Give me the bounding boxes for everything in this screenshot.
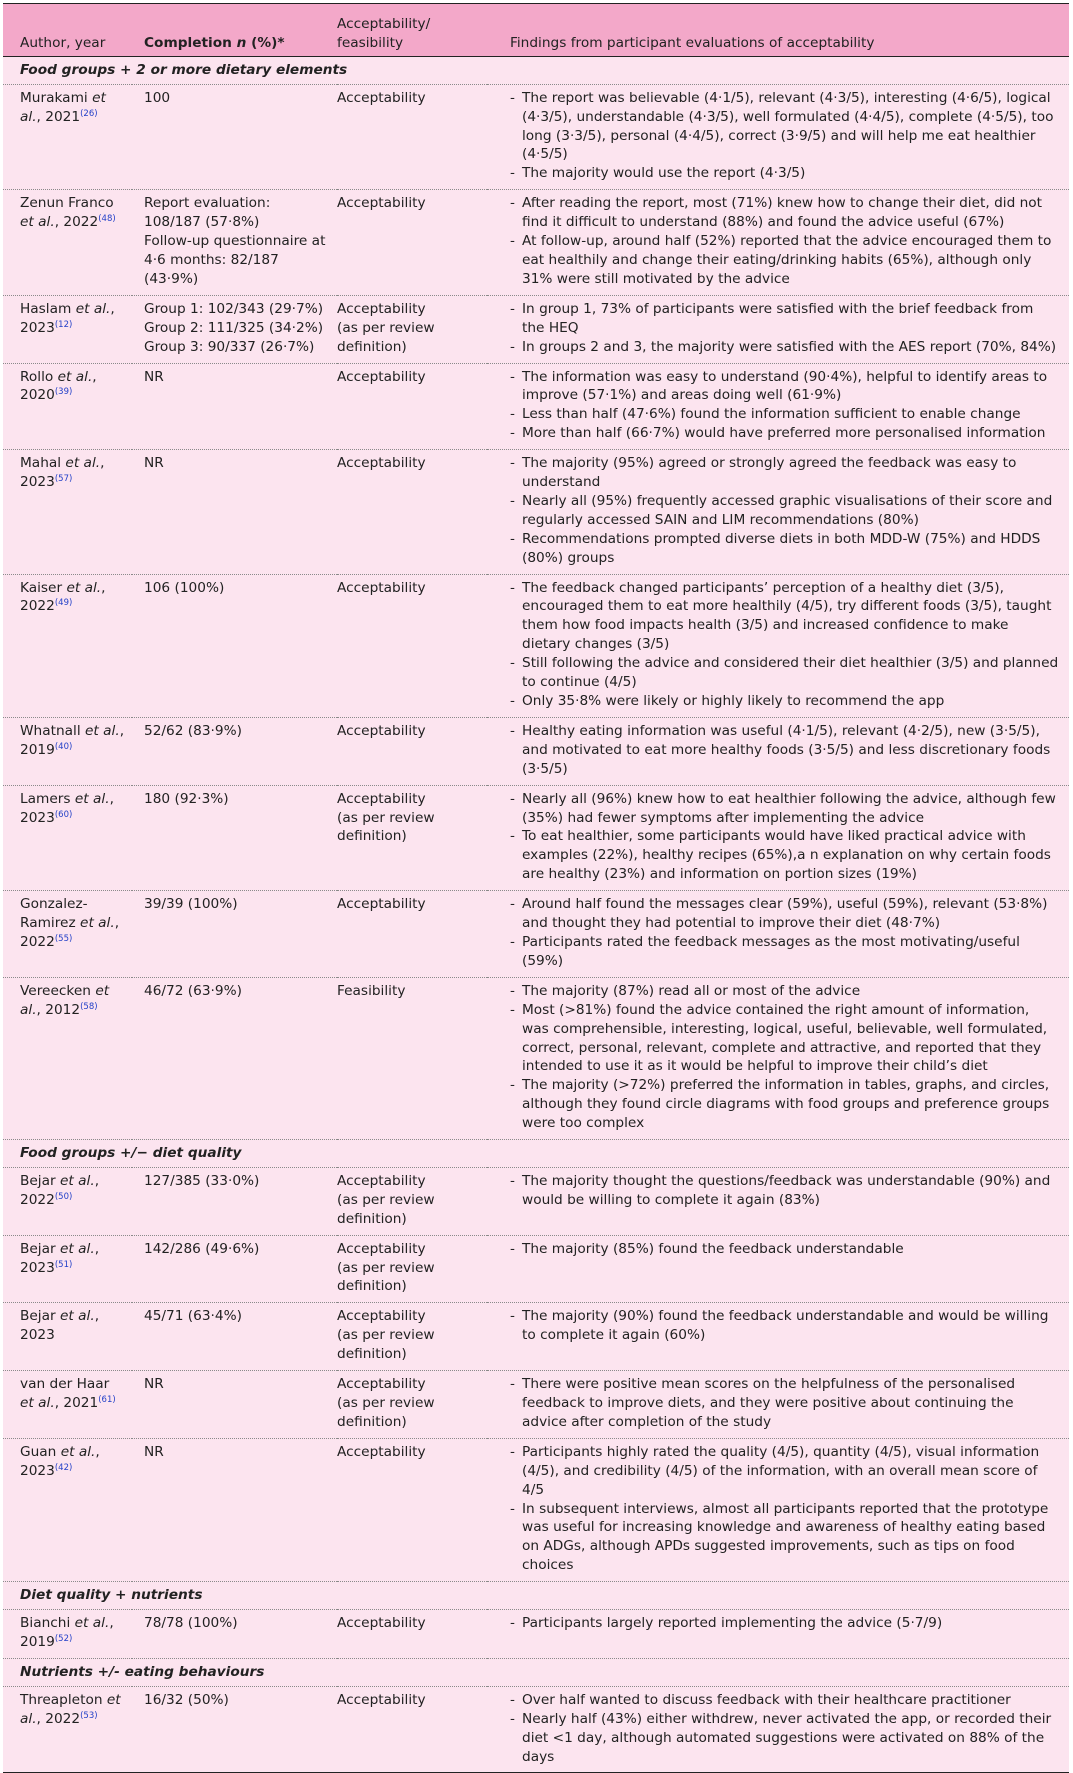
- completion-line: NR: [144, 455, 164, 472]
- author-name: Whatnall: [20, 722, 81, 739]
- author-cell: [3, 363, 132, 450]
- type-line: Acceptability: [337, 89, 426, 106]
- findings-cell: [487, 190, 1069, 296]
- completion-cell: [132, 785, 337, 891]
- type-line: Acceptability: [337, 722, 426, 739]
- author-name: Bejar: [20, 1172, 56, 1189]
- findings-list: [510, 1240, 1059, 1259]
- author-name: Zenun Franco: [20, 195, 114, 212]
- author-year: , 2021: [54, 1395, 99, 1411]
- author-etal: et al.: [20, 89, 106, 125]
- type-line: Acceptability: [337, 579, 426, 596]
- table-row: [3, 363, 1069, 450]
- type-line: (as per review: [337, 1259, 435, 1276]
- type-cell: [337, 450, 487, 574]
- findings-list: [510, 1443, 1059, 1575]
- author-year: , 2022: [20, 915, 120, 950]
- findings-cell: [487, 574, 1069, 717]
- table-row: [3, 450, 1069, 574]
- author-etal: et al.: [80, 915, 115, 932]
- finding-item: - Nearly all (96%) knew how to eat healthier following the advice, although few (35%) had fewer symptoms after implementing the advice: [510, 790, 1059, 828]
- type-line: definition): [337, 1210, 407, 1227]
- findings-list: [510, 1691, 1059, 1767]
- completion-cell: [132, 295, 337, 363]
- author-etal: et al.: [74, 1615, 110, 1632]
- author-cell: [3, 1303, 132, 1371]
- completion-cell: [132, 977, 337, 1139]
- completion-cell: [132, 1235, 337, 1303]
- completion-line: NR: [144, 368, 164, 385]
- type-line: Acceptability: [337, 300, 426, 317]
- author-cell: [3, 84, 132, 190]
- type-cell: [337, 1235, 487, 1303]
- finding-item: - Less than half (47·6%) found the information sufficient to enable change: [510, 405, 1059, 424]
- reference-link: (48): [98, 214, 116, 225]
- author-etal: et al.: [20, 214, 55, 231]
- table-row: [3, 785, 1069, 891]
- findings-cell: [487, 1686, 1069, 1773]
- finding-item: - In group 1, 73% of participants were satisfied with the brief feedback from the HEQ: [510, 300, 1059, 338]
- author-year: , 2020: [20, 368, 97, 404]
- completion-line: 106 (100%): [144, 579, 225, 596]
- findings-cell: [487, 1167, 1069, 1235]
- header-findings: Findings from participant evaluations of acceptability: [510, 34, 875, 51]
- author-cell: [3, 190, 132, 296]
- reference-link: (51): [54, 1259, 73, 1270]
- completion-cell: [132, 891, 337, 978]
- type-cell: [337, 1303, 487, 1371]
- author-name: Lamers: [20, 790, 71, 807]
- findings-cell: [487, 785, 1069, 891]
- table-row: [3, 1167, 1069, 1235]
- completion-line: Follow-up questionnaire at 4·6 months: 82/187 (43·9%): [144, 233, 326, 287]
- findings-list: [510, 790, 1059, 885]
- type-line: definition): [337, 828, 407, 845]
- reference-link: (57): [54, 474, 73, 485]
- findings-list: [510, 1375, 1059, 1432]
- finding-item: - Still following the advice and considered their diet healthier (3/5) and planned to continue (4/5): [510, 654, 1059, 692]
- header-row: [3, 4, 1069, 57]
- author-cell: [3, 1167, 132, 1235]
- type-line: definition): [337, 338, 407, 355]
- author-etal: et al.: [85, 722, 120, 739]
- type-cell: [337, 717, 487, 785]
- reference-link: (12): [54, 319, 73, 330]
- type-cell: [337, 295, 487, 363]
- finding-item: - After reading the report, most (71%) knew how to change their diet, did not find it difficult to understand (88%) and found the advice useful (67%): [510, 194, 1059, 232]
- finding-item: - The majority (87%) read all or most of the advice: [510, 982, 1059, 1001]
- type-cell: [337, 785, 487, 891]
- author-name: Vereecken: [20, 982, 91, 999]
- completion-cell: [132, 574, 337, 717]
- completion-line: Report evaluation: 108/187 (57·8%): [144, 195, 271, 231]
- table-body: [3, 56, 1069, 1773]
- findings-cell: [487, 450, 1069, 574]
- acceptability-table-container: [3, 3, 1069, 1773]
- reference-link: (61): [98, 1395, 116, 1405]
- author-etal: et al.: [20, 982, 110, 1018]
- table-row: [3, 1438, 1069, 1581]
- finding-item: - The majority (95%) agreed or strongly agreed the feedback was easy to understand: [510, 454, 1059, 492]
- type-line: (as per review: [337, 319, 435, 336]
- completion-line: 46/72 (63·9%): [144, 982, 242, 999]
- findings-list: [510, 579, 1059, 711]
- author-cell: [3, 785, 132, 891]
- findings-list: [510, 368, 1059, 444]
- type-cell: [337, 190, 487, 296]
- finding-item: - The majority (>72%) preferred the information in tables, graphs, and circles, although they found circle diagrams with food groups and preference groups were too complex: [510, 1076, 1059, 1133]
- findings-list: [510, 982, 1059, 1133]
- table-row: [3, 1686, 1069, 1773]
- finding-item: - Most (>81%) found the advice contained the right amount of information, was comprehensible, interesting, logical, useful, believable, well formulated, correct, personal, relevant, complete and attractive, and reported that they intended to use it as it would be helpful to improve their child’s diet: [510, 1001, 1059, 1077]
- acceptability-table: [3, 3, 1069, 1773]
- author-name: van der Haar: [20, 1376, 110, 1393]
- section-header-row: [3, 1658, 1069, 1686]
- finding-item: - Over half wanted to discuss feedback with their healthcare practitioner: [510, 1691, 1059, 1710]
- finding-item: - More than half (66·7%) would have preferred more personalised information: [510, 424, 1059, 443]
- type-line: Acceptability: [337, 1691, 426, 1708]
- author-etal: et al.: [57, 368, 93, 385]
- type-line: definition): [337, 1346, 407, 1363]
- author-name: Kaiser: [20, 579, 63, 596]
- completion-cell: [132, 1438, 337, 1581]
- type-line: (as per review: [337, 1191, 435, 1208]
- finding-item: - The majority (85%) found the feedback understandable: [510, 1240, 1059, 1259]
- findings-cell: [487, 891, 1069, 978]
- type-line: (as per review: [337, 809, 435, 826]
- section-title: Nutrients +/- eating behaviours: [20, 1663, 265, 1680]
- type-cell: [337, 1610, 487, 1659]
- completion-cell: [132, 1686, 337, 1773]
- type-cell: [337, 977, 487, 1139]
- findings-list: [510, 194, 1059, 289]
- finding-item: - In groups 2 and 3, the majority were satisfied with the AES report (70%, 84%): [510, 338, 1059, 357]
- table-row: [3, 1235, 1069, 1303]
- author-cell: [3, 450, 132, 574]
- author-year: , 2023: [20, 790, 114, 826]
- author-cell: [3, 1371, 132, 1439]
- type-line: Acceptability: [337, 1443, 426, 1460]
- finding-item: - The information was easy to understand (90·4%), helpful to identify areas to improve (57·1%) and areas doing well (61·9%): [510, 368, 1059, 406]
- author-cell: [3, 1686, 132, 1773]
- type-line: Feasibility: [337, 982, 406, 999]
- section-title: Food groups + 2 or more dietary elements: [20, 61, 348, 78]
- table-row: [3, 1610, 1069, 1659]
- finding-item: - The majority (90%) found the feedback understandable and would be willing to complete it again (60%): [510, 1307, 1059, 1345]
- author-year: , 2023: [20, 455, 105, 491]
- findings-cell: [487, 295, 1069, 363]
- type-line: Acceptability: [337, 1308, 426, 1325]
- section-header-row: [3, 1582, 1069, 1610]
- findings-cell: [487, 1610, 1069, 1659]
- finding-item: - The feedback changed participants’ perception of a healthy diet (3/5), encouraged them to eat more healthily (4/5), try different foods (3/5), taught them how food impacts health (3/5) and increased confidence to make dietary changes (3/5): [510, 579, 1059, 655]
- author-cell: [3, 717, 132, 785]
- completion-line: 142/286 (49·6%): [144, 1240, 260, 1257]
- completion-line: 180 (92·3%): [144, 790, 229, 807]
- completion-line: 78/78 (100%): [144, 1615, 238, 1632]
- reference-link: (55): [54, 933, 73, 944]
- section-header-row: [3, 56, 1069, 84]
- section-header-row: [3, 1140, 1069, 1168]
- type-line: Acceptability: [337, 1615, 426, 1632]
- author-etal: et al.: [60, 1240, 95, 1257]
- reference-link: (50): [54, 1191, 73, 1202]
- type-cell: [337, 84, 487, 190]
- header-author: Author, year: [20, 34, 106, 51]
- author-name: Rollo: [20, 368, 54, 385]
- reference-link: (39): [54, 387, 73, 398]
- table-row: [3, 717, 1069, 785]
- author-year: , 2019: [20, 1615, 114, 1650]
- completion-cell: [132, 1371, 337, 1439]
- author-etal: et al.: [65, 455, 101, 472]
- type-line: Acceptability: [337, 195, 426, 212]
- type-line: (as per review: [337, 1395, 435, 1411]
- section-title: Diet quality + nutrients: [20, 1587, 203, 1604]
- completion-line: Group 3: 90/337 (26·7%): [144, 338, 315, 355]
- completion-line: 100: [144, 89, 171, 106]
- reference-link: (58): [80, 1001, 98, 1012]
- author-etal: et al.: [60, 1443, 96, 1460]
- type-line: Acceptability: [337, 1376, 426, 1393]
- type-cell: [337, 891, 487, 978]
- table-header: [3, 4, 1069, 57]
- reference-link: (40): [54, 741, 73, 752]
- finding-item: - In subsequent interviews, almost all participants reported that the prototype was useful for increasing knowledge and awareness of healthy eating based on ADGs, although APDs suggested improvements, such as tips on food choices: [510, 1500, 1059, 1576]
- completion-line: Group 2: 111/325 (34·2%): [144, 319, 324, 336]
- author-name: Bianchi: [20, 1615, 71, 1632]
- header-acceptability: Acceptability/ feasibility: [337, 16, 431, 51]
- section-title: Food groups +/− diet quality: [20, 1145, 242, 1162]
- author-year: , 2023: [20, 1240, 100, 1276]
- table-row: [3, 1303, 1069, 1371]
- author-year: , 2023: [20, 300, 115, 336]
- reference-link: (26): [80, 108, 98, 119]
- findings-cell: [487, 84, 1069, 190]
- author-name: Haslam: [20, 300, 72, 317]
- type-cell: [337, 1438, 487, 1581]
- findings-list: [510, 1172, 1059, 1210]
- findings-cell: [487, 717, 1069, 785]
- completion-line: 52/62 (83·9%): [144, 722, 242, 739]
- author-cell: [3, 295, 132, 363]
- findings-list: [510, 300, 1059, 357]
- author-cell: [3, 574, 132, 717]
- type-line: Acceptability: [337, 1240, 426, 1257]
- finding-item: - To eat healthier, some participants would have liked practical advice with examples (22%), healthy recipes (65%),a n explanation on why certain foods are healthy (23%) and information on portion sizes (19%): [510, 827, 1059, 884]
- finding-item: - The majority thought the questions/feedback was understandable (90%) and would be willing to complete it again (83%): [510, 1172, 1059, 1210]
- reference-link: (53): [80, 1710, 98, 1721]
- completion-cell: [132, 1303, 337, 1371]
- completion-line: 127/385 (33·0%): [144, 1172, 260, 1189]
- author-cell: [3, 1610, 132, 1659]
- findings-list: [510, 895, 1059, 971]
- author-name: Gonzalez-Ramirez: [20, 896, 88, 932]
- author-cell: [3, 891, 132, 978]
- finding-item: - Nearly half (43%) either withdrew, never activated the app, or recorded their diet <1 day, although automated suggestions were activated on 88% of the days: [510, 1710, 1059, 1767]
- type-line: Acceptability: [337, 790, 426, 807]
- table-row: [3, 190, 1069, 296]
- completion-cell: [132, 717, 337, 785]
- type-cell: [337, 1371, 487, 1439]
- completion-cell: [132, 363, 337, 450]
- author-etal: et al.: [20, 1691, 121, 1727]
- findings-list: [510, 1307, 1059, 1345]
- author-year: , 2021: [36, 108, 81, 125]
- finding-item: - The majority would use the report (4·3/5): [510, 164, 1059, 183]
- author-year: , 2022: [20, 579, 106, 615]
- reference-link: (60): [54, 809, 73, 820]
- findings-cell: [487, 977, 1069, 1139]
- completion-line: NR: [144, 1376, 164, 1393]
- author-etal: et al.: [60, 1308, 95, 1325]
- author-etal: et al.: [66, 579, 102, 596]
- author-year: , 2023: [20, 1443, 100, 1479]
- type-cell: [337, 1167, 487, 1235]
- author-name: Bejar: [20, 1308, 56, 1325]
- author-name: Mahal: [20, 455, 62, 472]
- finding-item: - Only 35·8% were likely or highly likely to recommend the app: [510, 692, 1059, 711]
- finding-item: - The report was believable (4·1/5), relevant (4·3/5), interesting (4·6/5), logical (4·3/5), understandable (4·3/5), well formulated (4·4/5), complete (4·5/5), too long (3·3/5), personal (4·4/5), correct (3·9/5) and will help me eat healthier (4·5/5): [510, 89, 1059, 165]
- type-line: Acceptability: [337, 896, 426, 913]
- completion-cell: [132, 190, 337, 296]
- findings-cell: [487, 1371, 1069, 1439]
- finding-item: - Nearly all (95%) frequently accessed graphic visualisations of their score and regularly accessed SAIN and LIM recommendations (80%): [510, 492, 1059, 530]
- table-row: [3, 1371, 1069, 1439]
- author-name: Threapleton: [20, 1691, 103, 1708]
- author-cell: [3, 1235, 132, 1303]
- findings-cell: [487, 363, 1069, 450]
- author-year: , 2012: [36, 1001, 81, 1018]
- completion-line: 45/71 (63·4%): [144, 1308, 242, 1325]
- type-cell: [337, 363, 487, 450]
- author-cell: [3, 1438, 132, 1581]
- type-line: Acceptability: [337, 455, 426, 472]
- author-year: , 2022: [20, 1172, 100, 1208]
- table-row: [3, 574, 1069, 717]
- finding-item: - Participants highly rated the quality (4/5), quantity (4/5), visual information (4/5), and credibility (4/5) of the information, with an overall mean score of 4/5: [510, 1443, 1059, 1500]
- author-name: Bejar: [20, 1240, 56, 1257]
- finding-item: - Around half found the messages clear (59%), useful (59%), relevant (53·8%) and thought they had potential to improve their diet (48·7%): [510, 895, 1059, 933]
- finding-item: - Participants rated the feedback messages as the most motivating/useful (59%): [510, 933, 1059, 971]
- type-line: definition): [337, 1413, 407, 1430]
- completion-line: 16/32 (50%): [144, 1691, 229, 1708]
- completion-cell: [132, 450, 337, 574]
- author-year: , 2022: [36, 1710, 81, 1727]
- reference-link: (52): [54, 1633, 73, 1644]
- findings-list: [510, 1614, 1059, 1633]
- findings-list: [510, 722, 1059, 779]
- findings-cell: [487, 1438, 1069, 1581]
- findings-list: [510, 454, 1059, 567]
- completion-line: 39/39 (100%): [144, 896, 238, 913]
- type-cell: [337, 574, 487, 717]
- table-row: [3, 84, 1069, 190]
- type-line: Acceptability: [337, 1172, 426, 1189]
- author-year: , 2019: [20, 722, 125, 758]
- author-name: Guan: [20, 1443, 57, 1460]
- type-cell: [337, 1686, 487, 1773]
- type-line: Acceptability: [337, 368, 426, 385]
- findings-cell: [487, 1235, 1069, 1303]
- author-etal: et al.: [74, 790, 110, 807]
- finding-item: - Healthy eating information was useful (4·1/5), relevant (4·2/5), new (3·5/5), and motivated to eat more healthy foods (3·5/5) and less discretionary foods (3·5/5): [510, 722, 1059, 779]
- author-etal: et al.: [75, 300, 111, 317]
- type-line: (as per review: [337, 1327, 435, 1344]
- type-line: definition): [337, 1278, 407, 1295]
- author-year: , 2022: [54, 214, 99, 231]
- table-row: [3, 977, 1069, 1139]
- author-etal: et al.: [20, 1395, 55, 1411]
- completion-cell: [132, 84, 337, 190]
- completion-cell: [132, 1167, 337, 1235]
- table-row: [3, 295, 1069, 363]
- finding-item: - Participants largely reported implementing the advice (5·7/9): [510, 1614, 1059, 1633]
- reference-link: (42): [54, 1462, 73, 1473]
- finding-item: - At follow-up, around half (52%) reported that the advice encouraged them to eat healthily and change their eating/drinking habits (65%), although only 31% were still motivated by the advice: [510, 232, 1059, 289]
- author-cell: [3, 977, 132, 1139]
- findings-list: [510, 89, 1059, 184]
- findings-cell: [487, 1303, 1069, 1371]
- completion-line: Group 1: 102/343 (29·7%): [144, 300, 324, 317]
- author-etal: et al.: [60, 1172, 95, 1189]
- reference-link: (49): [54, 598, 73, 609]
- finding-item: - Recommendations prompted diverse diets in both MDD-W (75%) and HDDS (80%) groups: [510, 530, 1059, 568]
- table-row: [3, 891, 1069, 978]
- author-year: , 2023: [20, 1308, 100, 1344]
- completion-line: NR: [144, 1443, 164, 1460]
- author-name: Murakami: [20, 89, 88, 106]
- finding-item: - There were positive mean scores on the helpfulness of the personalised feedback to improve diets, and they were positive about continuing the advice after completion of the study: [510, 1375, 1059, 1432]
- header-completion: Completion n (%)*: [144, 34, 285, 51]
- completion-cell: [132, 1610, 337, 1659]
